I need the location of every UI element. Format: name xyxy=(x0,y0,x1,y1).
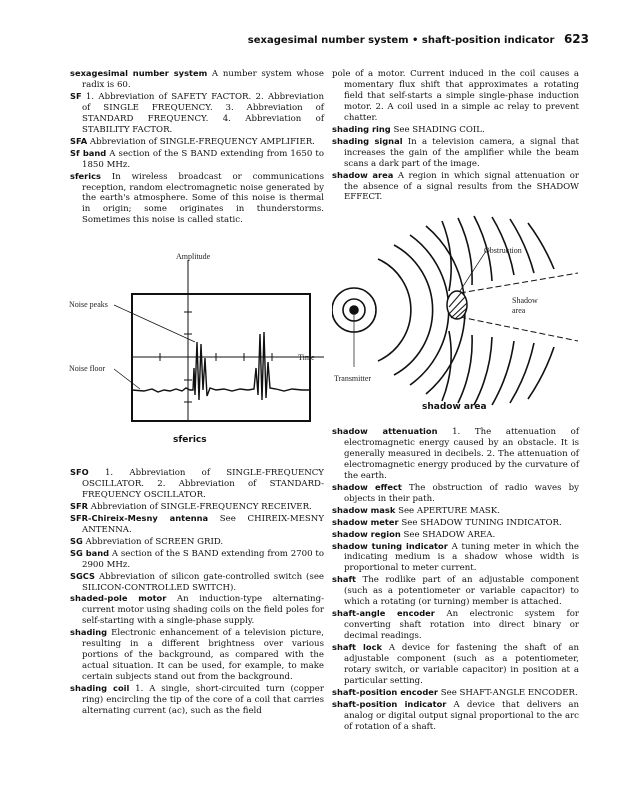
entry-term: shadow mask xyxy=(332,504,396,515)
entry xyxy=(332,517,579,529)
sferics-caption: sferics xyxy=(173,435,207,445)
entry-text: 1. Abbreviation of SAFETY FACTOR. 2. Abbreviation of SINGLE FREQUENCY. 3. Abbreviation of STANDARD FREQUENCY. 4. Abbreviation of STABILITY FACTOR. xyxy=(81,91,324,135)
transmitter-label: Transmitter xyxy=(334,374,372,383)
shadow-area-label-1: Shadow xyxy=(512,296,538,305)
entry-text: A section of the S BAND extending from 2700 to 2900 MHz. xyxy=(82,548,324,570)
entry-term: shadow tuning indicator xyxy=(332,540,448,551)
entry-term: shaft-position encoder xyxy=(332,686,438,697)
entry-term: shaft xyxy=(332,574,357,585)
entry xyxy=(70,467,324,501)
entry-term: SFO xyxy=(70,467,89,477)
entry-text: A region in which signal attenuation or the absence of a signal results from the SHADOW EFFECT. xyxy=(344,170,579,203)
noise-peaks-label: Noise peaks xyxy=(69,300,108,309)
entry xyxy=(332,687,579,699)
entry-term: shadow attenuation xyxy=(332,426,438,436)
entry xyxy=(332,505,579,517)
entry-text: An induction-type alternating-current motor using shading coils on the field poles for self-starting with a single-phase supply. xyxy=(82,594,324,627)
entry-text: See SHADING COIL. xyxy=(390,124,485,135)
entry-term: shadow area xyxy=(332,169,394,180)
entry-text: See APERTURE MASK. xyxy=(395,505,500,516)
entry xyxy=(70,627,324,683)
entry-term: shading coil xyxy=(70,683,130,694)
entry-text: Abbreviation of SCREEN GRID. xyxy=(82,536,224,547)
entry-term: Sf band xyxy=(70,147,107,158)
entry xyxy=(332,541,579,575)
time-label: Time xyxy=(298,353,315,362)
sferics-trace xyxy=(132,332,310,400)
entry-term: SGCS xyxy=(70,570,96,581)
entry-term: SG band xyxy=(70,547,110,558)
right-column-bottom xyxy=(332,426,579,733)
entry xyxy=(332,529,579,541)
entry-term: shaft lock xyxy=(332,642,383,653)
entry xyxy=(70,536,324,548)
entry xyxy=(70,683,324,717)
entry xyxy=(70,548,324,571)
shadow-area-figure xyxy=(332,213,582,416)
entry-term: SFR-Chireix-Mesny antenna xyxy=(70,512,209,523)
entry xyxy=(332,170,579,204)
shadow-diagram xyxy=(332,213,582,416)
entry-text: A device that delivers an analog or digital output signal proportional to the arc of rotation of a shaft. xyxy=(344,699,579,732)
sferics-diagram xyxy=(66,250,324,445)
entry-term: shaft-angle encoder xyxy=(332,608,435,619)
obstruction-label: Obstruction xyxy=(484,246,522,255)
entry-text: 1. Abbreviation of SINGLE-FREQUENCY OSCILLATOR. 2. Abbreviation of STANDARD-FREQUENCY OSCILLATOR. xyxy=(82,468,324,500)
entry-term: shaft-position indicator xyxy=(332,698,447,709)
entry xyxy=(70,148,324,171)
entry-text: In wireless broadcast or communications reception, random electromagnetic noise generated by the earth's atmosphere. Some of this noise is thermal in origin; some originates in thunderstorms. Sometimes this noise is called static. xyxy=(82,171,324,226)
entry-text: See SHAFT-ANGLE ENCODER. xyxy=(438,687,578,698)
entry-term: shadow region xyxy=(332,528,401,539)
entry-text: A section of the S BAND extending from 1650 to 1850 MHz. xyxy=(82,148,325,170)
entry-text: An electronic system for converting shaft rotation into direct binary or decimal readings. xyxy=(344,609,580,642)
entry-term: SG xyxy=(70,535,83,546)
entry-text: In a television camera, a signal that increases the gain of the amplifier while the beam scans a dark part of the image. xyxy=(344,136,579,169)
entry-text: A device for fastening the shaft of an adjustable component (such as a potentiometer, rotary switch, or variable capacitor) in position at a particular setting. xyxy=(344,643,579,686)
running-title: sexagesimal number system • shaft-position indicator xyxy=(247,35,555,46)
entry-term: sexagesimal number system xyxy=(70,68,208,78)
running-header xyxy=(248,32,589,46)
entry xyxy=(332,68,579,124)
shadow-area-caption: shadow area xyxy=(422,402,487,412)
shadow-area-label-2: area xyxy=(512,306,526,315)
entry xyxy=(70,91,324,136)
entry-term: SF xyxy=(70,90,82,101)
entry-text: A number system whose radix is 60. xyxy=(82,69,324,90)
noise-floor-leader xyxy=(114,369,140,389)
entry xyxy=(70,501,324,513)
entry-text: Electronic enhancement of a television picture, resulting in a different brightness over various portions of the background, as compared with the actual situation. It can be used, for example, to make certain subjects stand out from the background. xyxy=(82,628,324,683)
entry-term: shading xyxy=(70,627,108,638)
noise-peaks-leader xyxy=(114,305,195,342)
entry-term: SFR xyxy=(70,500,89,511)
noise-floor-label: Noise floor xyxy=(69,364,106,373)
entry-text: Abbreviation of silicon gate-controlled switch (see SILICON-CONTROLLED SWITCH). xyxy=(82,571,324,593)
entry-text: The rodlike part of an adjustable component (such as a potentiometer or variable capacitor) to which a rotating (or turning) member is attached. xyxy=(344,575,579,608)
entry xyxy=(332,699,579,733)
entry-text: pole of a motor. Current induced in the coil causes a momentary flux shift that approximates a rotating field that self-starts a simple single-phase induction motor. 2. A coil used in a simple ac relay to prevent chatter. xyxy=(332,69,579,123)
entry-text: See CHIREIX-MESNY ANTENNA. xyxy=(82,513,324,535)
entry xyxy=(332,608,579,642)
entry-text: Abbreviation of SINGLE-FREQUENCY AMPLIFIER. xyxy=(87,136,315,147)
entry xyxy=(70,513,324,536)
left-column-top xyxy=(70,68,324,226)
entry xyxy=(70,136,324,148)
entry xyxy=(332,124,579,136)
entry-term: shading ring xyxy=(332,123,391,134)
amplitude-label: Amplitude xyxy=(176,252,211,261)
entry-text: A tuning meter in which the indicating medium is a shadow whose width is proportional to meter current. xyxy=(344,541,579,574)
entry-text: See SHADOW AREA. xyxy=(400,529,496,540)
entry xyxy=(70,171,324,227)
sferics-figure xyxy=(66,250,324,445)
entry xyxy=(70,571,324,594)
entry xyxy=(332,426,579,482)
entry-term: sferics xyxy=(70,170,101,181)
page-number: 623 xyxy=(563,32,589,46)
entry-text: 1. The attenuation of electromagnetic energy caused by an obstacle. It is generally measured in decibels. 2. The attenuation of electromagnetic energy produced by the curvature of the earth. xyxy=(344,427,580,481)
entry-text: Abbreviation of SINGLE-FREQUENCY RECEIVER. xyxy=(88,501,312,512)
entry xyxy=(332,642,579,687)
entry xyxy=(332,574,579,608)
entry xyxy=(70,593,324,627)
entry-term: SFA xyxy=(70,135,88,146)
entry xyxy=(332,482,579,505)
entry xyxy=(332,136,579,170)
entry-text: See SHADOW TUNING INDICATOR. xyxy=(398,517,562,528)
entry-text: The obstruction of radio waves by objects in their path. xyxy=(344,482,579,504)
obstruction-leader xyxy=(460,251,486,291)
entry-text: 1. A single, short-circuited turn (copper ring) encircling the tip of the core of a coil that carries alternating current (ac), such as the field xyxy=(82,684,324,717)
entry-term: shadow effect xyxy=(332,481,402,492)
entry-term: shading signal xyxy=(332,135,403,146)
entry xyxy=(70,68,324,91)
right-column-top xyxy=(332,68,579,203)
left-column-bottom xyxy=(70,467,324,717)
entry-term: shadow meter xyxy=(332,516,399,527)
entry-term: shaded-pole motor xyxy=(70,593,167,604)
